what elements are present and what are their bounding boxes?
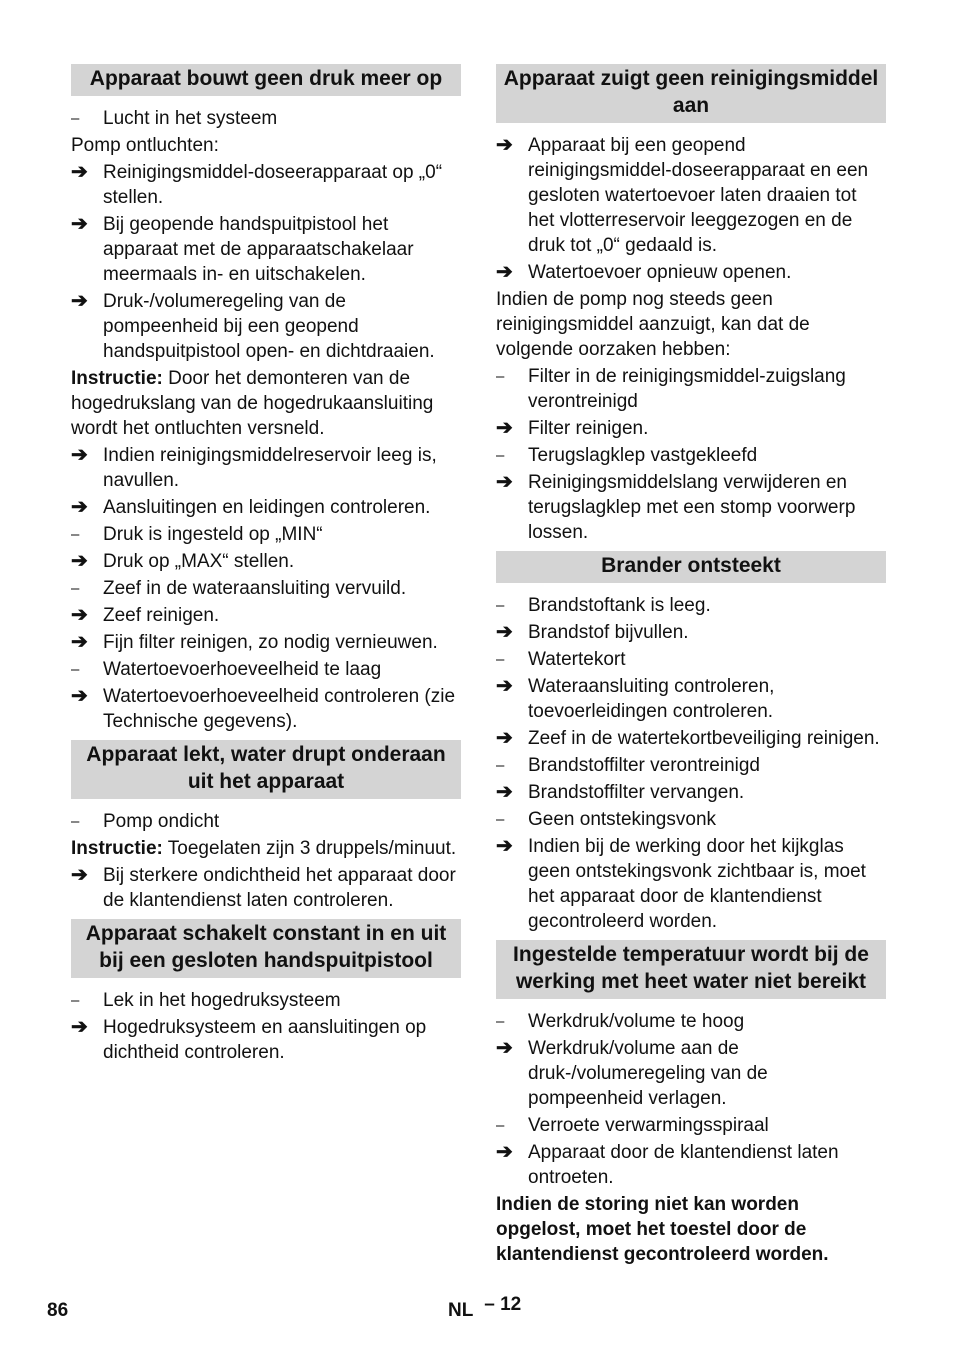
cause-item <box>71 106 461 131</box>
item-text: Zeef reinigen. <box>103 605 220 626</box>
action-item <box>71 630 461 655</box>
arrow-right-icon: ➔ <box>496 835 513 857</box>
item-text: Brandstof bijvullen. <box>528 622 689 643</box>
arrow-right-icon: ➔ <box>496 471 513 493</box>
section-heading: Apparaat bouwt geen druk meer op <box>71 64 461 96</box>
footer-language-page <box>448 1294 522 1322</box>
action-item <box>496 674 886 724</box>
arrow-right-icon: ➔ <box>496 621 513 643</box>
page-number: 86 <box>47 1300 69 1321</box>
action-item <box>71 160 461 210</box>
action-item <box>496 1036 886 1111</box>
item-text: Lek in het hogedruksysteem <box>103 990 341 1011</box>
section-page-number: – 12 <box>484 1294 522 1315</box>
arrow-right-icon: ➔ <box>71 444 88 466</box>
right-column <box>496 64 886 1269</box>
item-text: Watertoevoer opnieuw openen. <box>528 262 792 283</box>
action-item <box>496 470 886 545</box>
arrow-right-icon: ➔ <box>71 550 88 572</box>
arrow-right-icon: ➔ <box>71 631 88 653</box>
arrow-right-icon: ➔ <box>71 1016 88 1038</box>
instruction-label: Instructie: <box>71 838 163 859</box>
cause-item <box>496 647 886 672</box>
item-text: Verroete verwarmingsspiraal <box>528 1115 769 1136</box>
item-text: Brandstoffilter vervangen. <box>528 782 745 803</box>
arrow-right-icon: ➔ <box>71 685 88 707</box>
section-heading: Apparaat lekt, water drupt onderaan uit het apparaat <box>71 740 461 799</box>
item-text: Filter in de reinigingsmiddel-zuigslang verontreinigd <box>528 366 846 412</box>
action-item <box>496 620 886 645</box>
arrow-right-icon: ➔ <box>71 604 88 626</box>
arrow-right-icon: ➔ <box>496 675 513 697</box>
item-text: Pomp ondicht <box>103 811 220 832</box>
item-text: Reinigingsmiddel-doseerapparaat op „0“ stellen. <box>103 162 443 208</box>
dash-bullet-icon: – <box>71 110 80 127</box>
instruction-text: Toegelaten zijn 3 druppels/minuut. <box>162 838 457 859</box>
arrow-right-icon: ➔ <box>496 727 513 749</box>
arrow-right-icon: ➔ <box>71 496 88 518</box>
dash-bullet-icon: – <box>496 811 505 828</box>
item-text: Druk-/volumeregeling van de pompeenheid bij een geopend handspuitpistool open- en dichtdraaien. <box>103 291 435 362</box>
item-text: Bij sterkere ondichtheid het apparaat door de klantendienst laten controleren. <box>103 865 456 911</box>
cause-item <box>496 753 886 778</box>
item-text: Hogedruksysteem en aansluitingen op dichtheid controleren. <box>103 1017 427 1063</box>
arrow-right-icon: ➔ <box>496 261 513 283</box>
cause-item <box>496 443 886 468</box>
action-item <box>71 443 461 493</box>
language-code: NL <box>448 1300 473 1321</box>
arrow-right-icon: ➔ <box>71 864 88 886</box>
item-text: Apparaat bij een geopend reinigingsmiddel-doseerapparaat en een gesloten watertoevoer laten draaien tot het vlotterreservoir leeggezogen en de druk tot „0“ gedaald is. <box>528 135 869 256</box>
cause-item <box>71 576 461 601</box>
item-text: Brandstoffilter verontreinigd <box>528 755 760 776</box>
dash-bullet-icon: – <box>71 813 80 830</box>
left-column <box>71 64 461 1067</box>
item-text: Lucht in het systeem <box>103 108 278 129</box>
item-text: Geen ontstekingsvonk <box>528 809 717 830</box>
arrow-right-icon: ➔ <box>71 290 88 312</box>
action-item <box>496 133 886 258</box>
action-item <box>71 863 461 913</box>
item-text: Reinigingsmiddelslang verwijderen en terugslagklep met een stomp voorwerp lossen. <box>528 472 856 543</box>
dash-bullet-icon: – <box>496 447 505 464</box>
instruction-label: Instructie: <box>71 368 163 389</box>
dash-bullet-icon: – <box>496 368 505 385</box>
dash-bullet-icon: – <box>71 661 80 678</box>
action-item <box>71 684 461 734</box>
paragraph: Pomp ontluchten: <box>71 135 219 156</box>
cause-item <box>496 1113 886 1138</box>
arrow-right-icon: ➔ <box>496 417 513 439</box>
dash-bullet-icon: – <box>71 580 80 597</box>
action-item <box>496 260 886 285</box>
action-item <box>71 289 461 364</box>
item-text: Watertoevoerhoeveelheid controleren (zie Technische gegevens). <box>103 686 456 732</box>
arrow-right-icon: ➔ <box>71 213 88 235</box>
page-footer <box>0 1296 954 1326</box>
item-text: Zeef in de watertekortbeveiliging reinigen. <box>528 728 880 749</box>
action-item <box>496 416 886 441</box>
item-text: Zeef in de wateraansluiting vervuild. <box>103 578 407 599</box>
dash-bullet-icon: – <box>71 992 80 1009</box>
item-text: Apparaat door de klantendienst laten ontroeten. <box>528 1142 839 1188</box>
item-text: Filter reinigen. <box>528 418 649 439</box>
item-text: Fijn filter reinigen, zo nodig vernieuwen. <box>103 632 438 653</box>
item-text: Aansluitingen en leidingen controleren. <box>103 497 431 518</box>
closing-note: Indien de storing niet kan worden opgelost, moet het toestel door de klantendienst gecontroleerd worden. <box>496 1194 829 1265</box>
dash-bullet-icon: – <box>496 597 505 614</box>
item-text: Indien bij de werking door het kijkglas geen ontstekingsvonk zichtbaar is, moet het apparaat door de klantendienst gecontroleerd worden. <box>528 836 866 932</box>
action-item <box>496 780 886 805</box>
item-text: Werkdruk/volume te hoog <box>528 1011 745 1032</box>
item-text: Indien reinigingsmiddelreservoir leeg is, navullen. <box>103 445 437 491</box>
item-text: Brandstoftank is leeg. <box>528 595 711 616</box>
item-text: Watertekort <box>528 649 626 670</box>
instruction-note <box>71 366 461 441</box>
cause-item <box>496 1009 886 1034</box>
item-text: Watertoevoerhoeveelheid te laag <box>103 659 382 680</box>
arrow-right-icon: ➔ <box>496 1037 513 1059</box>
section-heading: Apparaat schakelt constant in en uit bij een gesloten handspuitpistool <box>71 919 461 978</box>
dash-bullet-icon: – <box>496 651 505 668</box>
arrow-right-icon: ➔ <box>496 1141 513 1163</box>
action-item <box>496 726 886 751</box>
instruction-text: Door het demonteren van de hogedrukslang van de hogedrukaansluiting wordt het ontluchten versneld. <box>71 368 434 439</box>
instruction-note <box>71 836 461 861</box>
item-text: Terugslagklep vastgekleefd <box>528 445 758 466</box>
arrow-right-icon: ➔ <box>71 161 88 183</box>
section-heading: Ingestelde temperatuur wordt bij de werking met heet water niet bereikt <box>496 940 886 999</box>
action-item <box>71 495 461 520</box>
item-text: Werkdruk/volume aan de druk-/volumeregeling van de pompeenheid verlagen. <box>528 1038 768 1109</box>
arrow-right-icon: ➔ <box>496 134 513 156</box>
action-item <box>71 1015 461 1065</box>
cause-item <box>71 522 461 547</box>
dash-bullet-icon: – <box>496 1013 505 1030</box>
cause-item <box>496 807 886 832</box>
item-text: Bij geopende handspuitpistool het apparaat met de apparaatschakelaar meermaals in- en uitschakelen. <box>103 214 414 285</box>
section-heading: Brander ontsteekt <box>496 551 886 583</box>
dash-bullet-icon: – <box>496 1117 505 1134</box>
cause-item <box>496 364 886 414</box>
cause-item <box>71 657 461 682</box>
dash-bullet-icon: – <box>496 757 505 774</box>
action-item <box>496 1140 886 1190</box>
cause-item <box>496 593 886 618</box>
action-item <box>71 549 461 574</box>
action-item <box>71 212 461 287</box>
item-text: Druk op „MAX“ stellen. <box>103 551 295 572</box>
cause-item <box>71 988 461 1013</box>
item-text: Druk is ingesteld op „MIN“ <box>103 524 323 545</box>
action-item <box>496 834 886 934</box>
section-heading: Apparaat zuigt geen reinigingsmiddel aan <box>496 64 886 123</box>
dash-bullet-icon: – <box>71 526 80 543</box>
action-item <box>71 603 461 628</box>
cause-item <box>71 809 461 834</box>
arrow-right-icon: ➔ <box>496 781 513 803</box>
item-text: Wateraansluiting controleren, toevoerleidingen controleren. <box>528 676 775 722</box>
paragraph: Indien de pomp nog steeds geen reinigingsmiddel aanzuigt, kan dat de volgende oorzaken hebben: <box>496 289 810 360</box>
